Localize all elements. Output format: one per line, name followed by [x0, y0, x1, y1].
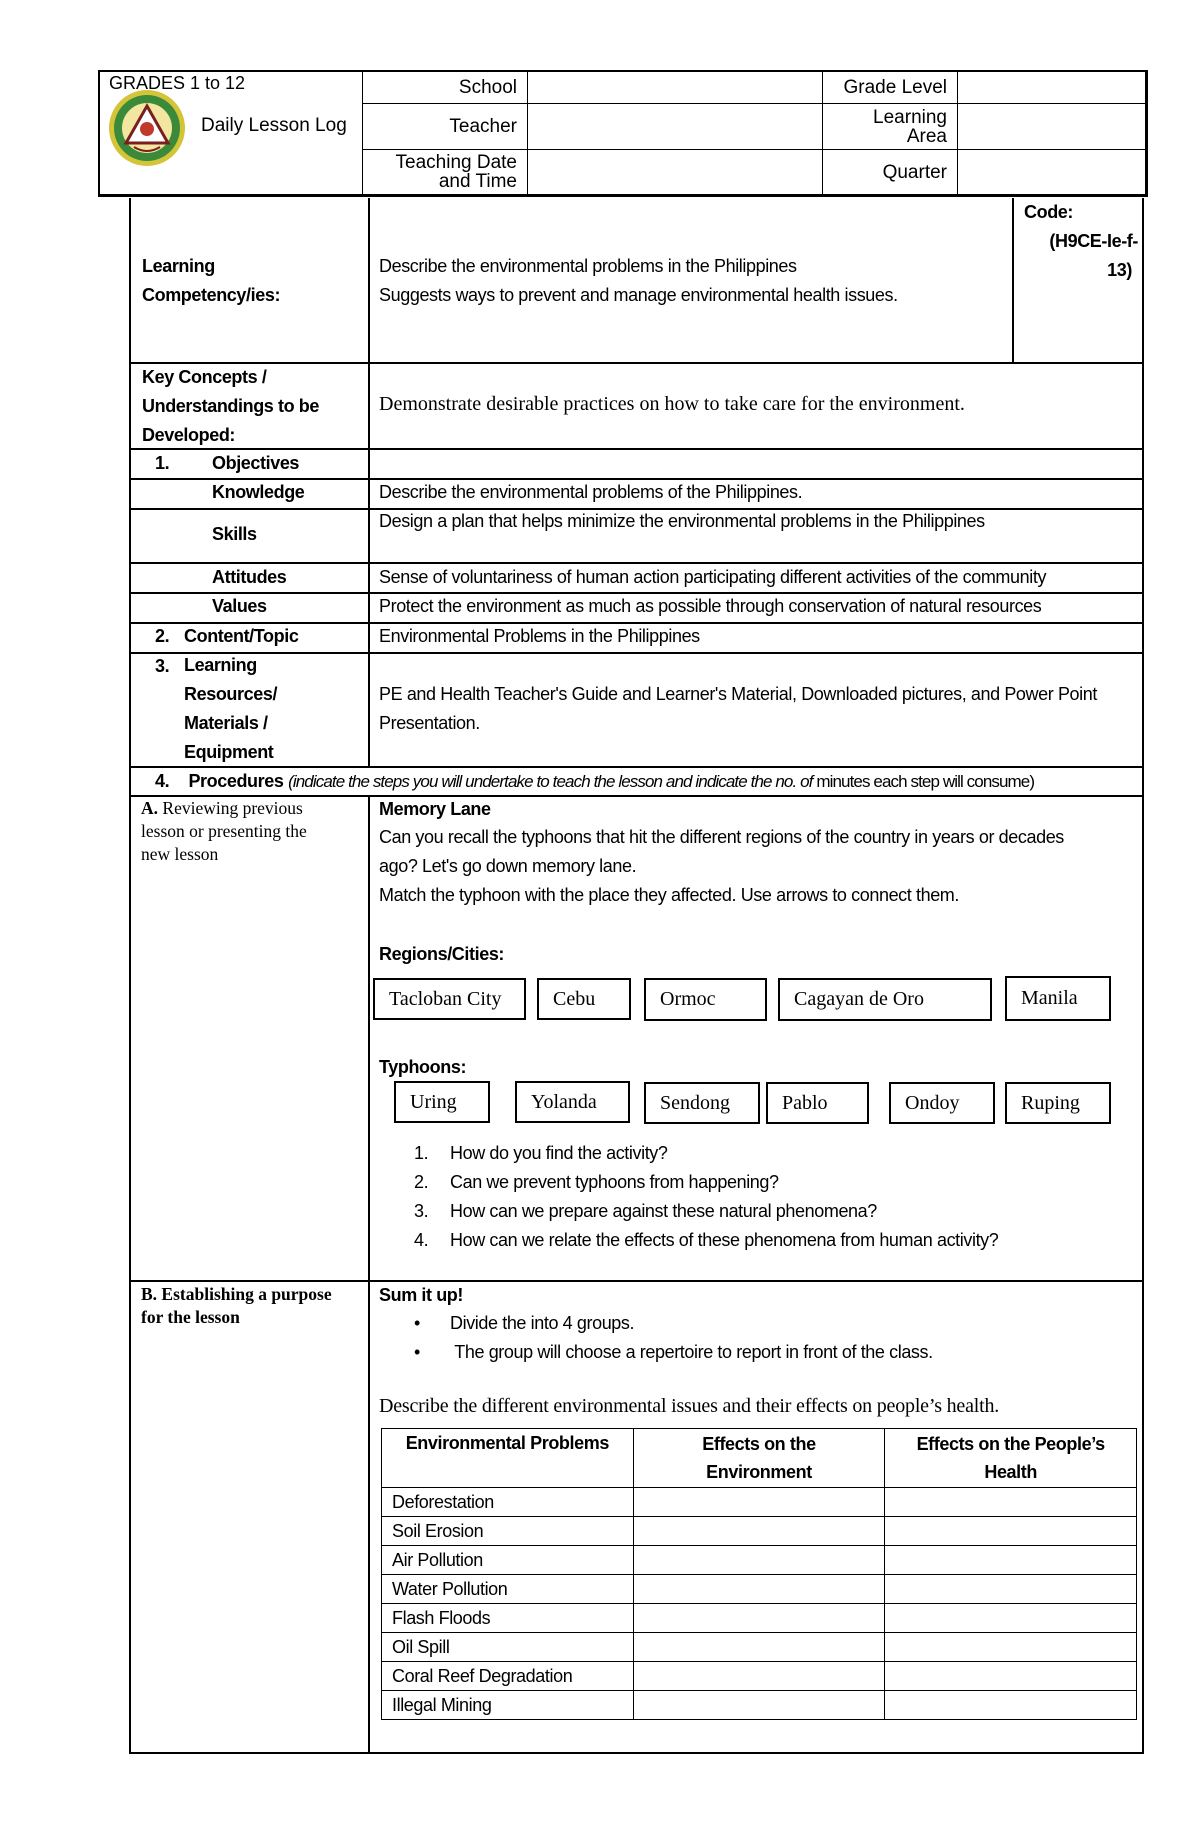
part-b-label-line1: B. Establishing a purpose	[141, 1284, 332, 1304]
procedures-note: (indicate the steps you will undertake to teach the lesson and indicate the no. of	[288, 772, 813, 791]
question-text: How can we relate the effects of these phenomena from human activity?	[450, 1230, 999, 1250]
resources-label-line3: Materials /	[184, 713, 268, 733]
effect-health-cell[interactable]	[885, 1633, 1137, 1662]
row-divider	[129, 622, 1144, 624]
typhoon-box[interactable]	[644, 1082, 760, 1124]
column-header-line: Environment	[706, 1462, 812, 1482]
problem-cell: Illegal Mining	[382, 1691, 634, 1720]
resources-label-line4: Equipment	[184, 742, 274, 762]
competency-code	[1020, 198, 1138, 285]
region-box[interactable]	[373, 978, 526, 1020]
attitudes-label: Attitudes	[212, 567, 287, 587]
code-column-divider	[1012, 198, 1014, 363]
effect-health-cell[interactable]	[885, 1488, 1137, 1517]
part-a-label-line3: new lesson	[141, 844, 219, 864]
daily-lesson-log-title: Daily Lesson Log	[201, 115, 347, 136]
effect-health-cell[interactable]	[885, 1662, 1137, 1691]
table-header-row	[382, 1429, 1137, 1488]
bullet-item	[414, 1309, 933, 1338]
bullet-icon: •	[414, 1342, 420, 1362]
column-header	[633, 1429, 885, 1488]
table-row	[382, 1546, 1137, 1575]
question-item	[414, 1197, 998, 1226]
typhoon-label: Ruping	[1021, 1091, 1080, 1114]
sum-it-up-title: Sum it up!	[379, 1285, 463, 1305]
code-value-line2: 13)	[1107, 260, 1132, 280]
typhoon-box[interactable]	[889, 1082, 995, 1124]
learning-area-label-line2: Area	[906, 125, 947, 147]
content-text: Environmental Problems in the Philippines	[379, 626, 700, 646]
table-row	[382, 1691, 1137, 1720]
question-item	[414, 1226, 998, 1255]
table-row	[382, 1662, 1137, 1691]
procedures-number: 4.	[155, 771, 170, 791]
resources-text	[379, 680, 1097, 738]
table-row	[382, 1488, 1137, 1517]
typhoon-box[interactable]	[1005, 1082, 1111, 1124]
knowledge-text: Describe the environmental problems of the Philippines.	[379, 482, 803, 502]
quarter-label-text: Quarter	[882, 161, 947, 183]
procedures-label: Procedures	[188, 771, 284, 791]
effect-health-cell[interactable]	[885, 1691, 1137, 1720]
effect-environment-cell[interactable]	[633, 1517, 885, 1546]
question-text: How can we prepare against these natural phenomena?	[450, 1201, 877, 1221]
key-concepts-label-line1: Key Concepts /	[142, 367, 267, 387]
school-label-text: School	[458, 76, 517, 98]
resources-number: 3.	[155, 656, 170, 676]
part-b-label-line2: for the lesson	[141, 1307, 240, 1327]
competency-label	[142, 252, 280, 310]
teaching-date-label	[362, 149, 528, 195]
part-a-letter: A.	[141, 798, 159, 818]
typhoon-label: Ondoy	[905, 1091, 960, 1114]
region-label: Ormoc	[660, 988, 716, 1010]
question-number: 2.	[414, 1172, 429, 1192]
part-a-label	[141, 797, 363, 866]
question-text: How do you find the activity?	[450, 1143, 668, 1163]
region-box[interactable]	[644, 978, 767, 1021]
objectives-number: 1.	[155, 453, 170, 473]
part-a-p2: ago? Let's go down memory lane.	[379, 856, 637, 876]
table-column-divider	[368, 198, 370, 1754]
row-divider	[129, 652, 1144, 654]
teacher-label	[362, 103, 528, 150]
question-number: 3.	[414, 1201, 429, 1221]
memory-lane-title: Memory Lane	[379, 799, 491, 819]
column-header-line: Environmental Problems	[405, 1433, 609, 1453]
objectives-label: Objectives	[212, 453, 300, 473]
row-divider	[129, 508, 1144, 510]
learning-area-label-line1: Learning	[873, 106, 947, 128]
effect-environment-cell[interactable]	[633, 1546, 885, 1575]
regions-label: Regions/Cities:	[379, 944, 505, 964]
bullet-text: The group will choose a repertoire to report in front of the class.	[450, 1342, 933, 1362]
code-value-line1: (H9CE-Ie-f-	[1049, 231, 1138, 251]
row-divider	[129, 562, 1144, 564]
key-concepts-label-line2: Understandings to be	[142, 396, 320, 416]
bullet-text: Divide the into 4 groups.	[450, 1313, 635, 1333]
row-divider	[129, 1280, 1144, 1282]
knowledge-label: Knowledge	[212, 482, 305, 502]
part-b-instruction: Describe the different environmental issues and their effects on people’s health.	[379, 1395, 1000, 1417]
code-label: Code:	[1024, 202, 1073, 222]
typhoon-box[interactable]	[394, 1081, 490, 1123]
effect-health-cell[interactable]	[885, 1604, 1137, 1633]
table-row	[382, 1517, 1137, 1546]
typhoon-label: Uring	[410, 1090, 457, 1113]
problem-cell: Deforestation	[382, 1488, 634, 1517]
values-text: Protect the environment as much as possible through conservation of natural resources	[379, 596, 1042, 616]
problem-cell: Water Pollution	[382, 1575, 634, 1604]
values-label: Values	[212, 596, 267, 616]
part-b-bullets	[414, 1309, 933, 1367]
teaching-date-field[interactable]	[527, 149, 823, 195]
attitudes-text: Sense of voluntariness of human action participating different activities of the community	[379, 567, 1047, 587]
table-row	[382, 1575, 1137, 1604]
typhoon-box[interactable]	[766, 1082, 869, 1124]
effect-environment-cell[interactable]	[633, 1488, 885, 1517]
table-border-left	[129, 198, 131, 1754]
teacher-label-text: Teacher	[449, 116, 517, 137]
column-header	[382, 1429, 634, 1488]
problem-cell: Flash Floods	[382, 1604, 634, 1633]
question-number: 1.	[414, 1143, 429, 1163]
effect-environment-cell[interactable]	[633, 1691, 885, 1720]
typhoon-label: Yolanda	[531, 1090, 597, 1113]
part-b-label	[141, 1283, 363, 1329]
column-header-line: Effects on the People’s	[916, 1434, 1105, 1454]
learning-area-label	[822, 103, 958, 150]
effect-health-cell[interactable]	[885, 1517, 1137, 1546]
question-text: Can we prevent typhoons from happening?	[450, 1172, 779, 1192]
part-a-p1: Can you recall the typhoons that hit the different regions of the country in years or decades	[379, 827, 1064, 847]
question-item	[414, 1139, 998, 1168]
row-divider	[129, 592, 1144, 594]
question-item	[414, 1168, 998, 1197]
typhoon-box[interactable]	[515, 1081, 630, 1123]
school-field[interactable]	[527, 70, 823, 104]
bullet-item	[414, 1338, 933, 1367]
region-label: Manila	[1021, 987, 1078, 1009]
column-header-line: Health	[984, 1462, 1037, 1482]
reflection-questions	[414, 1139, 998, 1255]
resources-label-line1: Learning	[184, 655, 257, 675]
problem-cell: Soil Erosion	[382, 1517, 634, 1546]
region-label: Cagayan de Oro	[794, 988, 924, 1010]
key-concepts-label	[142, 363, 319, 450]
bullet-icon: •	[414, 1313, 420, 1333]
region-box[interactable]	[537, 978, 631, 1020]
typhoon-label: Sendong	[660, 1091, 730, 1114]
column-header	[885, 1429, 1137, 1488]
quarter-field[interactable]	[957, 149, 1148, 195]
teaching-date-label-line2: and Time	[438, 171, 517, 192]
resources-label	[184, 651, 277, 767]
table-border-bottom	[129, 1752, 1144, 1754]
part-a-instructions	[379, 823, 1064, 910]
problem-cell: Coral Reef Degradation	[382, 1662, 634, 1691]
effect-environment-cell[interactable]	[633, 1604, 885, 1633]
content-number: 2.	[155, 626, 170, 646]
part-a-label-line2: lesson or presenting the	[141, 821, 307, 841]
row-divider	[129, 478, 1144, 480]
procedures-row	[155, 771, 1034, 792]
grade-level-field[interactable]	[957, 70, 1148, 104]
competency-label-line1: Learning	[142, 256, 215, 276]
competency-line2: Suggests ways to prevent and manage environmental health issues.	[379, 285, 898, 305]
typhoons-label: Typhoons:	[379, 1057, 467, 1077]
effect-health-cell[interactable]	[885, 1575, 1137, 1604]
region-box[interactable]	[778, 978, 992, 1021]
region-box[interactable]	[1005, 976, 1111, 1021]
skills-text: Design a plan that helps minimize the environmental problems in the Philippines	[379, 511, 985, 531]
procedures-note-tail: minutes each step will consume)	[812, 772, 1035, 791]
learning-area-field[interactable]	[957, 103, 1148, 150]
problem-cell: Air Pollution	[382, 1546, 634, 1575]
environmental-problems-table	[381, 1428, 1137, 1720]
resources-text-line2: Presentation.	[379, 713, 480, 733]
resources-text-line1: PE and Health Teacher's Guide and Learner's Material, Downloaded pictures, and Power Point	[379, 684, 1097, 704]
effect-environment-cell[interactable]	[633, 1662, 885, 1691]
typhoon-label: Pablo	[782, 1091, 828, 1114]
teaching-date-label-line1: Teaching Date	[395, 152, 517, 173]
column-header-line: Effects on the	[702, 1434, 816, 1454]
effect-environment-cell[interactable]	[633, 1633, 885, 1662]
region-label: Cebu	[553, 987, 596, 1010]
grade-level-label	[822, 70, 958, 104]
effect-environment-cell[interactable]	[633, 1575, 885, 1604]
part-a-label-line1: Reviewing previous	[158, 798, 303, 818]
table-row	[382, 1604, 1137, 1633]
school-label	[362, 70, 528, 104]
grades-label: GRADES 1 to 12	[109, 73, 246, 93]
region-label: Tacloban City	[389, 987, 502, 1010]
resources-label-line2: Resources/	[184, 684, 278, 704]
skills-label: Skills	[212, 524, 257, 544]
question-number: 4.	[414, 1230, 429, 1250]
competency-label-line2: Competency/ies:	[142, 285, 281, 305]
competency-text	[379, 252, 898, 310]
school-seal-logo	[108, 89, 186, 167]
content-label: Content/Topic	[184, 626, 299, 646]
key-concepts-label-line3: Developed:	[142, 425, 236, 445]
teacher-field[interactable]	[527, 103, 823, 150]
effect-health-cell[interactable]	[885, 1546, 1137, 1575]
table-border-right	[1142, 198, 1144, 1754]
grade-level-label-text: Grade Level	[843, 76, 947, 98]
table-row	[382, 1633, 1137, 1662]
competency-line1: Describe the environmental problems in the Philippines	[379, 256, 797, 276]
key-concepts-text: Demonstrate desirable practices on how to take care for the environment.	[379, 393, 965, 415]
part-a-p3: Match the typhoon with the place they affected. Use arrows to connect them.	[379, 885, 960, 905]
quarter-label	[822, 149, 958, 195]
problem-cell: Oil Spill	[382, 1633, 634, 1662]
